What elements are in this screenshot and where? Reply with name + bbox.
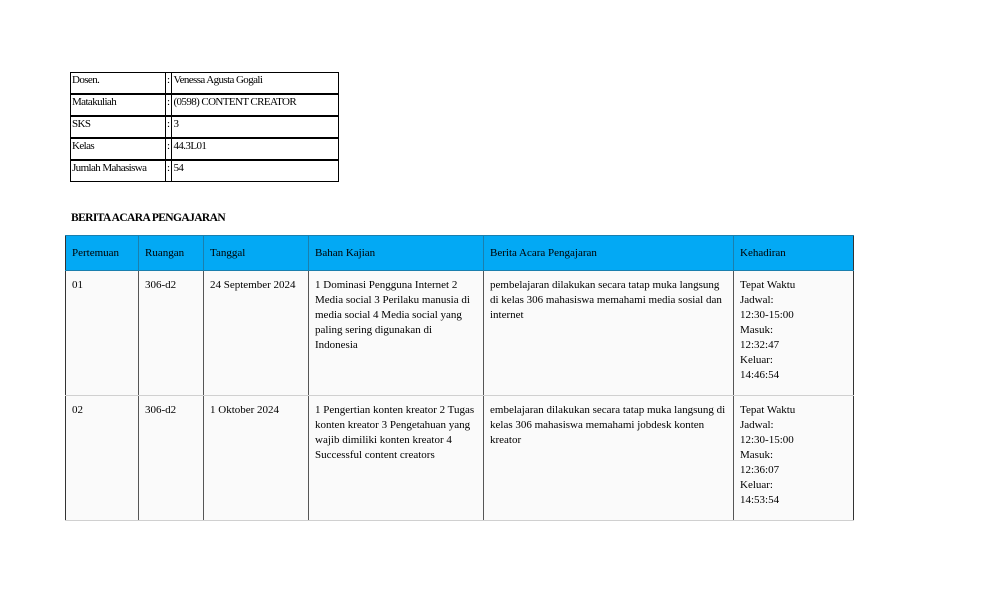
- column-header-kehadiran: Kehadiran: [734, 236, 854, 271]
- cell-bahan-kajian: 1 Dominasi Pengguna Internet 2 Media social 3 Perilaku manusia di media social 4 Media social yang paling sering digunakan di Indonesia: [309, 271, 484, 396]
- column-header-pertemuan: Pertemuan: [66, 236, 139, 271]
- section-heading: BERITA ACARA PENGAJARAN: [71, 212, 226, 224]
- check-out-value: 14:46:54: [740, 369, 780, 381]
- column-header-berita-acara: Berita Acara Pengajaran: [484, 236, 734, 271]
- teaching-record-table: [65, 235, 854, 521]
- cell-pertemuan: 01: [66, 271, 139, 396]
- check-in-label: Masuk:: [740, 324, 773, 336]
- info-label: Kelas: [71, 138, 166, 160]
- check-out-label: Keluar:: [740, 479, 773, 491]
- schedule-label: Jadwal:: [740, 419, 774, 431]
- info-label: Dosen.: [71, 73, 166, 95]
- schedule-value: 12:30-15:00: [740, 434, 794, 446]
- info-row-sks: [71, 116, 339, 138]
- info-separator: :: [166, 116, 172, 138]
- info-value: 3: [172, 116, 339, 138]
- info-separator: :: [166, 94, 172, 116]
- info-separator: :: [166, 160, 172, 182]
- cell-tanggal: 24 September 2024: [204, 271, 309, 396]
- check-in-label: Masuk:: [740, 449, 773, 461]
- info-value: Venessa Agusta Gogali: [172, 73, 339, 95]
- table-row: [66, 396, 854, 521]
- column-header-ruangan: Ruangan: [139, 236, 204, 271]
- info-label: Matakuliah: [71, 94, 166, 116]
- check-out-value: 14:53:54: [740, 494, 780, 506]
- table-row: [66, 271, 854, 396]
- cell-kehadiran: [734, 396, 854, 521]
- cell-ruangan: 306-d2: [139, 271, 204, 396]
- column-header-tanggal: Tanggal: [204, 236, 309, 271]
- check-out-label: Keluar:: [740, 354, 773, 366]
- column-header-bahan-kajian: Bahan Kajian: [309, 236, 484, 271]
- info-row-kelas: [71, 138, 339, 160]
- info-label: SKS: [71, 116, 166, 138]
- schedule-value: 12:30-15:00: [740, 309, 794, 321]
- schedule-label: Jadwal:: [740, 294, 774, 306]
- cell-bahan-kajian: 1 Pengertian konten kreator 2 Tugas konten kreator 3 Pengetahuan yang wajib dimiliki konten kreator 4 Successful content creators: [309, 396, 484, 521]
- info-separator: :: [166, 73, 172, 95]
- attendance-status: Tepat Waktu: [740, 279, 796, 291]
- check-in-value: 12:32:47: [740, 339, 780, 351]
- cell-tanggal: 1 Oktober 2024: [204, 396, 309, 521]
- course-info-table: [70, 72, 339, 182]
- info-value: 44.3L01: [172, 138, 339, 160]
- info-separator: :: [166, 138, 172, 160]
- info-row-jumlah-mahasiswa: [71, 160, 339, 182]
- cell-berita-acara: embelajaran dilakukan secara tatap muka langsung di kelas 306 mahasiswa memahami jobdesk konten kreator: [484, 396, 734, 521]
- attendance-status: Tepat Waktu: [740, 404, 796, 416]
- info-value: 54: [172, 160, 339, 182]
- cell-berita-acara: pembelajaran dilakukan secara tatap muka langsung di kelas 306 mahasiswa memahami media sosial dan internet: [484, 271, 734, 396]
- info-row-dosen: [71, 73, 339, 95]
- cell-ruangan: 306-d2: [139, 396, 204, 521]
- info-value: (0598) CONTENT CREATOR: [172, 94, 339, 116]
- check-in-value: 12:36:07: [740, 464, 780, 476]
- cell-kehadiran: [734, 271, 854, 396]
- info-label: Jumlah Mahasiswa: [71, 160, 166, 182]
- cell-pertemuan: 02: [66, 396, 139, 521]
- table-header-row: [66, 236, 854, 271]
- info-row-matakuliah: [71, 94, 339, 116]
